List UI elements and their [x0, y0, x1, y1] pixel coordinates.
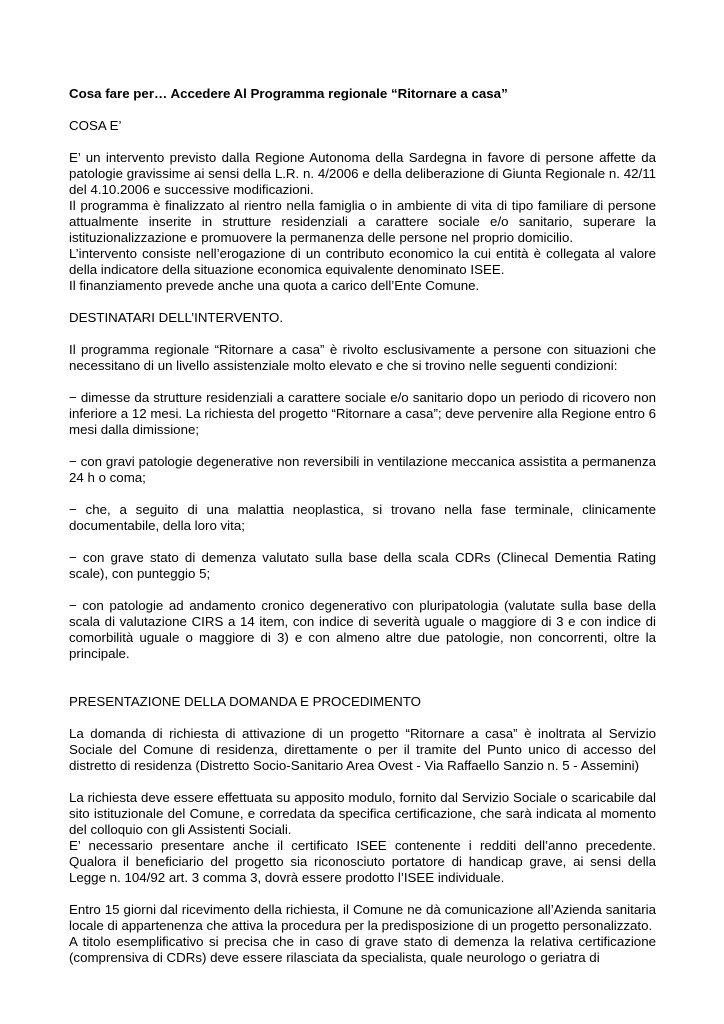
heading-destinatari: DESTINATARI DELL’INTERVENTO. [69, 310, 284, 325]
paragraph: Il programma è finalizzato al rientro nella famiglia o in ambiente di vita di tipo familiare di persone attualmente inserite in strutture residenziali a carattere sociale e/o sanitario, superare la istituzionalizzazione e promuovere la permanenza delle persone nel proprio domicilio. [69, 198, 656, 245]
heading-cosa-e: COSA E’ [69, 118, 122, 133]
list-item: − con gravi patologie degenerative non reversibili in ventilazione meccanica assistita a permanenza 24 h o coma; [69, 454, 656, 485]
list-item: − dimesse da strutture residenziali a carattere sociale e/o sanitario dopo un periodo di ricovero non inferiore a 12 mesi. La richiesta del progetto “Ritornare a casa”; deve pervenire alla Regione entro 6 mesi dalla dimissione; [69, 390, 656, 437]
paragraph: La richiesta deve essere effettuata su apposito modulo, fornito dal Servizio Sociale o scaricabile dal sito istituzionale del Comune, e corredata da specifica certificazione, che sarà indicata al momento del colloquio con gli Assistenti Sociali. [69, 790, 656, 837]
document-title: Cosa fare per… Accedere Al Programma regionale “Ritornare a casa” [69, 86, 508, 101]
paragraph: A titolo esemplificativo si precisa che in caso di grave stato di demenza la relativa certificazione (comprensiva di CDRs) deve essere rilasciata da specialista, quale neurologo o geriatra di [69, 934, 656, 965]
paragraph: Entro 15 giorni dal ricevimento della richiesta, il Comune ne dà comunicazione all’Azienda sanitaria locale di appartenenza che attiva la procedura per la predisposizione di un progetto personalizzato. [69, 902, 656, 933]
paragraph: E’ necessario presentare anche il certificato ISEE contenente i redditi dell’anno precedente. Qualora il beneficiario del progetto sia riconosciuto portatore di handicap grave, ai sensi della Legge n. 104/92 art. 3 comma 3, dovrà essere prodotto l’ISEE individuale. [69, 838, 656, 885]
heading-presentazione: PRESENTAZIONE DELLA DOMANDA E PROCEDIMENTO [69, 694, 421, 709]
paragraph: E’ un intervento previsto dalla Regione Autonoma della Sardegna in favore di persone affette da patologie gravissime ai sensi della L.R. n. 4/2006 e della deliberazione di Giunta Regionale n. 42/11 del 4.10.2006 e successive modificazioni. [69, 150, 656, 197]
list-item: − con grave stato di demenza valutato sulla base della scala CDRs (Clinecal Dementia Rating scale), con punteggio 5; [69, 550, 656, 581]
paragraph: Il finanziamento prevede anche una quota a carico dell’Ente Comune. [69, 278, 480, 293]
paragraph: Il programma regionale “Ritornare a casa” è rivolto esclusivamente a persone con situazioni che necessitano di un livello assistenziale molto elevato e che si trovino nelle seguenti condizioni: [69, 342, 656, 373]
paragraph: L’intervento consiste nell’erogazione di un contributo economico la cui entità è collegata al valore della indicatore della situazione economica equivalente denominato ISEE. [69, 246, 656, 277]
list-item: − con patologie ad andamento cronico degenerativo con pluripatologia (valutate sulla base della scala di valutazione CIRS a 14 item, con indice di severità uguale o maggiore di 3 e con indice di comorbilità uguale o maggiore di 3) e con almeno altre due patologie, non concorrenti, oltre la principale. [69, 598, 656, 661]
paragraph: La domanda di richiesta di attivazione di un progetto “Ritornare a casa” è inoltrata al Servizio Sociale del Comune di residenza, direttamente o per il tramite del Punto unico di accesso del distretto di residenza (Distretto Socio-Sanitario Area Ovest - Via Raffaello Sanzio n. 5 - Assemini) [69, 726, 656, 773]
list-item: − che, a seguito di una malattia neoplastica, si trovano nella fase terminale, clinicamente documentabile, della loro vita; [69, 502, 656, 533]
document-body [69, 86, 656, 966]
